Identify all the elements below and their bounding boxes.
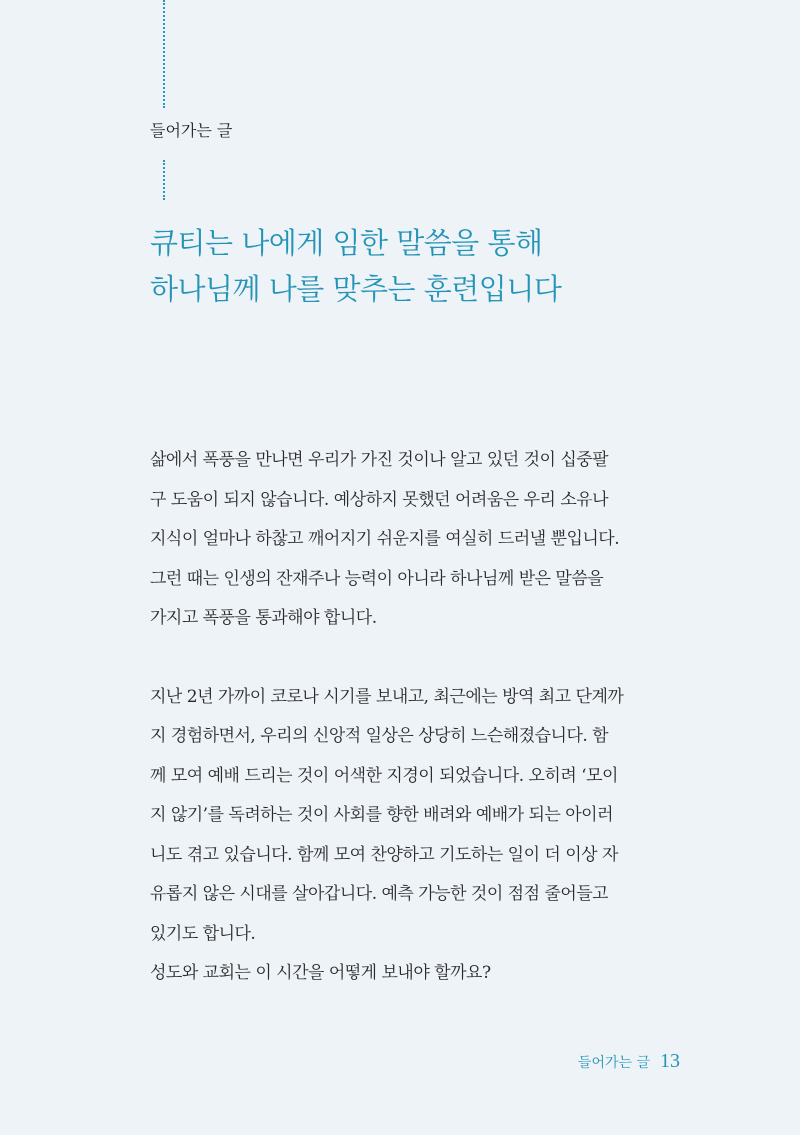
paragraph [150,678,695,955]
text-line: 구 도움이 되지 않습니다. 예상하지 못했던 어려움은 우리 소유나 [150,489,609,510]
page-footer [578,1050,680,1073]
text-line: 그런 때는 인생의 잔재주나 능력이 아니라 하나님께 받은 말씀을 [150,568,604,589]
text-line: 가지고 폭풍을 통과해야 합니다. [150,608,377,628]
body-text [150,441,695,994]
paragraph [150,954,695,994]
text-line: 지 않기’를 독려하는 것이 사회를 향한 배려와 예배가 되는 아이러 [150,805,614,825]
page-number: 13 [660,1050,680,1072]
text-line: 니도 겪고 있습니다. 함께 모여 찬양하고 기도하는 일이 더 이상 자 [150,844,618,865]
text-line: 지 경험하면서, 우리의 신앙적 일상은 상당히 느슨해졌습니다. 함 [150,726,609,746]
text-line: 께 모여 예배 드리는 것이 어색한 지경이 되었습니다. 오히려 ‘모이 [150,765,618,786]
text-line: 유롭지 않은 시대를 살아갑니다. 예측 가능한 것이 점점 줄어들고 [150,884,609,904]
chapter-title-line: 큐티는 나에게 임한 말씀을 통해 [150,226,543,260]
text-line: 성도와 교회는 이 시간을 어떻게 보내야 할까요? [150,963,491,983]
text-line: 지식이 얼마나 하찮고 깨어지기 쉬운지를 여실히 드러낼 뿐입니다. [150,529,620,549]
paragraph [150,441,695,639]
dotted-rule-middle [163,160,165,200]
dotted-rule-top [163,0,165,108]
text-line: 지난 2년 가까이 코로나 시기를 보내고, 최근에는 방역 최고 단계까 [150,686,624,707]
chapter-title-line: 하나님께 나를 맞추는 훈련입니다 [150,272,562,306]
section-label: 들어가는 글 [150,121,233,140]
text-line: 있기도 합니다. [150,923,256,944]
running-footer-label: 들어가는 글 [577,1055,650,1071]
chapter-title [150,220,561,312]
text-line: 삶에서 폭풍을 만나면 우리가 가진 것이나 알고 있던 것이 십중팔 [150,450,609,470]
